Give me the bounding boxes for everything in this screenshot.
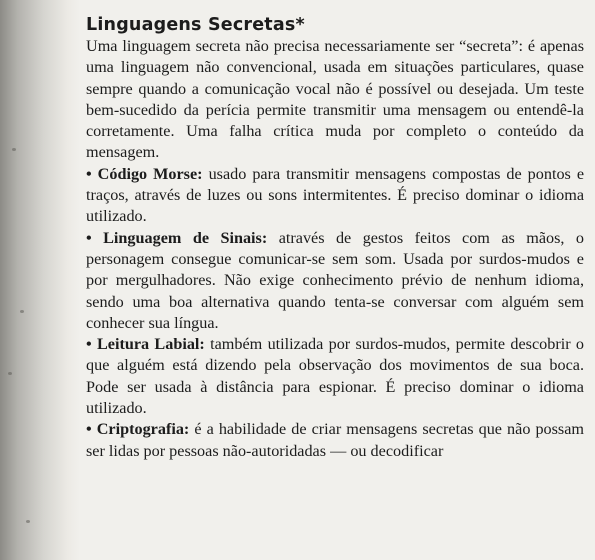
scan-speck bbox=[8, 372, 12, 375]
scan-speck bbox=[20, 310, 24, 313]
list-item-criptografia bbox=[86, 419, 584, 462]
item-text: usado para transmitir mensagens compostas de pontos e traços, através de luzes ou sons intermitentes. É preciso dominar o idioma utilizado. bbox=[86, 164, 585, 226]
bullet-marker: • bbox=[86, 420, 92, 439]
scan-speck bbox=[26, 520, 30, 523]
list-item-codigo-morse bbox=[86, 164, 584, 228]
item-text: também utilizada por surdos-mudos, permite descobrir o que alguém está dizendo pela observação dos movimentos de sua boca. Pode ser usada à distância para espionar. É preciso dominar o idioma utilizado. bbox=[86, 335, 585, 418]
page-gutter-shadow bbox=[0, 0, 80, 560]
item-text: através de gestos feitos com as mãos, o personagem consegue comunicar-se sem som. Usada por surdos-mudos e por mergulhadores. Não exige conhecimento prévio de nenhum idioma, sendo uma boa alternativa quando tenta-se conversar com alguém sem conhecer sua língua. bbox=[86, 228, 584, 332]
document-page bbox=[86, 14, 584, 462]
bullet-marker: • bbox=[86, 164, 92, 183]
item-term: Leitura Labial: bbox=[96, 335, 205, 354]
item-term: Criptografia: bbox=[96, 420, 190, 439]
intro-paragraph: Uma linguagem secreta não precisa necessariamente ser “secreta”: é apenas uma linguagem não convencional, usada em situações particulares, quase sempre quando a comunicação vocal não é possível ou desejada. Um teste bem-sucedido da perícia permite transmitir uma mensagem ou entendê-la corretamente. Uma falha crítica muda por completo o conteúdo da mensagem. bbox=[86, 37, 584, 162]
bullet-marker: • bbox=[86, 228, 92, 247]
bullet-marker: • bbox=[86, 335, 92, 354]
list-item-leitura-labial bbox=[86, 334, 584, 419]
scan-speck bbox=[12, 148, 16, 151]
item-term: Linguagem de Sinais: bbox=[103, 228, 268, 247]
section-title: Linguagens Secretas* bbox=[86, 15, 305, 35]
list-item-linguagem-de-sinais bbox=[86, 228, 584, 334]
item-text: é a habilidade de criar mensagens secretas que não possam ser lidas por pessoas não-autoridadas — ou decodificar bbox=[86, 420, 585, 460]
item-term: Código Morse: bbox=[97, 164, 203, 183]
